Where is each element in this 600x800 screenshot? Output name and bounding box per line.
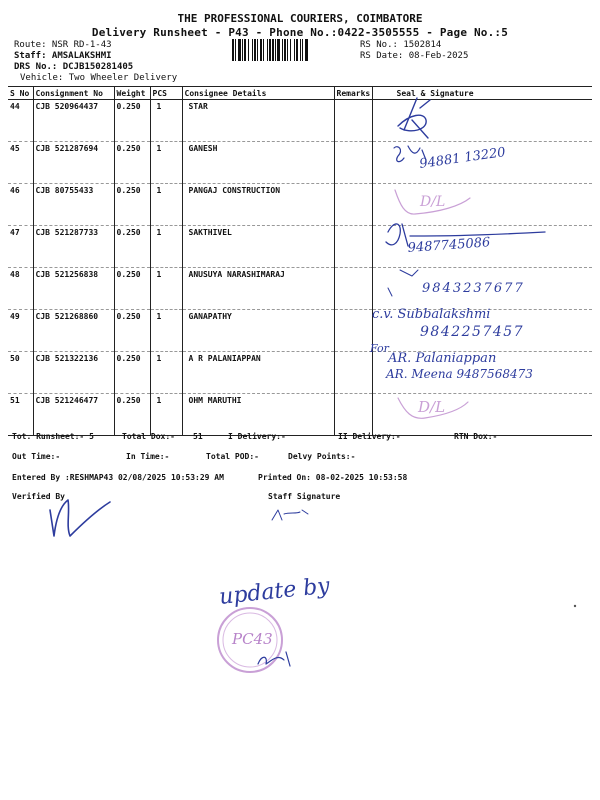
cell-consignee: GANAPATHY [182,310,334,352]
stamp-text: PC43 [232,630,273,648]
dl-stamp-row51 [398,398,468,418]
pc43-stamp [218,608,290,672]
entered-by: Entered By :RESHMAP43 02/08/2025 10:53:29 AM [12,473,224,482]
name-row49: c.v. Subbalakshmi [372,307,491,322]
col-pcs: PCS [150,87,182,100]
runsheet-title: Delivery Runsheet - P43 - Phone No.:0422-3505555 - Page No.:5 [91,26,509,39]
phone-row48: 9843237677 [422,281,525,296]
page-dot [574,605,576,607]
dl-text-row46: D/L [420,194,446,210]
rs-date-label: RS Date: 08-Feb-2025 [360,51,469,61]
col-consignment: Consignment No [33,87,114,100]
cell-sno: 45 [8,142,33,184]
dl-text-row51: D/L [418,398,446,416]
col-remarks: Remarks [334,87,372,100]
delvy-points: Delvy Points:- [288,452,356,461]
cell-sno: 47 [8,226,33,268]
total-pod: Total POD:- [206,452,259,461]
cell-sno: 48 [8,268,33,310]
name-row50: AR. Palaniappan [388,351,497,366]
cell-sno: 44 [8,100,33,142]
cell-consignment: CJB 520964437 [33,100,114,142]
update-by-note: update by [218,573,331,610]
staff-signature-label: Staff Signature [268,492,341,501]
cell-weight: 0.250 [114,142,150,184]
cell-consignment: CJB 521287733 [33,226,114,268]
rs-no-label: RS No.: 1502814 [360,40,442,50]
signature-row44 [398,98,430,138]
col-consignee: Consignee Details [182,87,334,100]
cell-weight: 0.250 [114,352,150,394]
verified-signature [50,500,110,536]
cell-sno: 49 [8,310,33,352]
tot-runsheet: Tot. Runsheet:- 5 [12,432,94,441]
rtn-dox: RTN Dox:- [454,432,498,441]
in-time: In Time:- [126,452,170,461]
cell-weight: 0.250 [114,100,150,142]
cell-weight: 0.250 [114,268,150,310]
phone-row45: 94881 13220 [418,145,507,172]
cell-pcs: 1 [150,394,182,436]
cell-pcs: 1 [150,226,182,268]
total-dox-label: Total Dox:- [122,432,175,441]
cell-consignment: CJB 521287694 [33,142,114,184]
cell-consignment: CJB 521256838 [33,268,114,310]
printed-on: Printed On: 08-02-2025 10:53:58 [258,473,408,482]
cell-weight: 0.250 [114,184,150,226]
col-weight: Weight [114,87,150,100]
cell-sno: 50 [8,352,33,394]
ii-delivery: II Delivery:- [338,432,401,441]
route-label: Route: NSR RD-1-43 [14,40,112,50]
out-time: Out Time:- [12,452,61,461]
cell-weight: 0.250 [114,226,150,268]
col-seal: Seal & Signature [372,87,592,100]
cell-consignee: A R PALANIAPPAN [182,352,334,394]
dl-stamp-row46 [395,190,470,214]
cell-pcs: 1 [150,268,182,310]
cell-pcs: 1 [150,310,182,352]
cell-consignment: CJB 521322136 [33,352,114,394]
verified-by-label: Verified By [12,492,65,501]
cell-consignee: SAKTHIVEL [182,226,334,268]
cell-consignee: PANGAJ CONSTRUCTION [182,184,334,226]
phone-row47: 9487745086 [407,235,491,256]
vehicle-label: Vehicle: Two Wheeler Delivery [20,73,178,83]
cell-weight: 0.250 [114,394,150,436]
cell-sno: 46 [8,184,33,226]
drs-label: DRS No.: DCJB150281405 [14,62,134,72]
cell-consignee: OHM MARUTHI [182,394,334,436]
staff-label: Staff: AMSALAKSHMI [14,51,112,61]
cell-consignee: STAR [182,100,334,142]
cell-consignee: GANESH [182,142,334,184]
cell-weight: 0.250 [114,310,150,352]
cell-consignee: ANUSUYA NARASHIMARAJ [182,268,334,310]
cell-consignment: CJB 521246477 [33,394,114,436]
total-dox-value: 51 [193,432,203,441]
cell-sno: 51 [8,394,33,436]
cell-pcs: 1 [150,100,182,142]
cell-pcs: 1 [150,142,182,184]
phone-row49: 9842257457 [420,324,525,340]
phone-row50: AR. Meena 9487568473 [386,367,533,381]
signature-row48 [388,270,418,296]
for-row50: For [370,342,389,355]
cell-consignment: CJB 80755433 [33,184,114,226]
staff-signature-mark [272,510,308,520]
cell-pcs: 1 [150,352,182,394]
cell-consignment: CJB 521268860 [33,310,114,352]
company-title: THE PROFESSIONAL COURIERS, COIMBATORE [177,12,423,25]
i-delivery: I Delivery:- [228,432,286,441]
cell-pcs: 1 [150,184,182,226]
col-sno: S No [8,87,33,100]
